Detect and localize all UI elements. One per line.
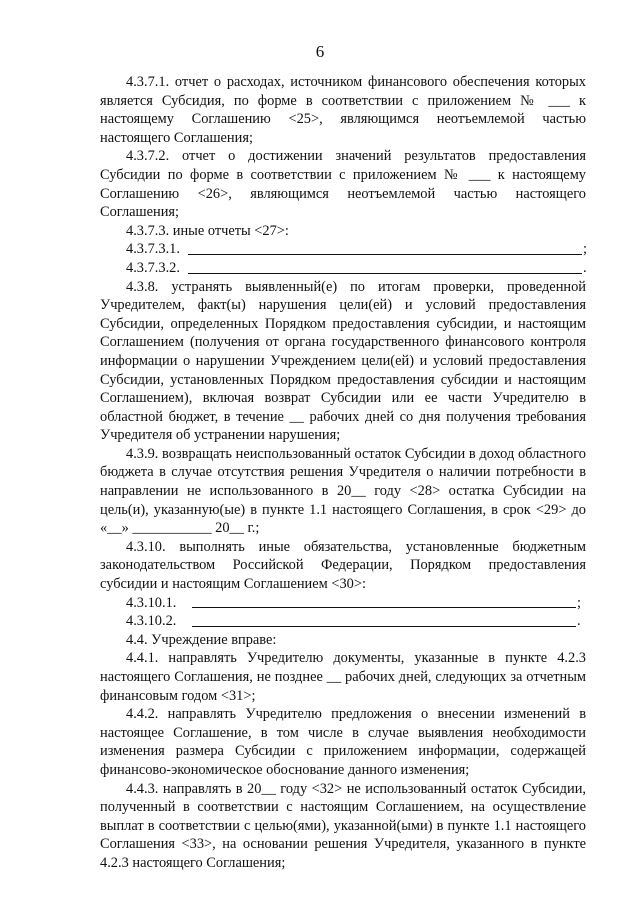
- fill-end: ;: [577, 594, 581, 611]
- clause-4-3-7-1: 4.3.7.1. отчет о расходах, источником финансового обеспечения которых является Субсидия, по форме в соответствии с приложением № ___ к настоящему Соглашению <25>, являющимся неотъемлемой частью настоящего Соглашения;: [100, 74, 586, 146]
- fill-end: .: [583, 259, 587, 276]
- clause-4-3-9: 4.3.9. возвращать неиспользованный остаток Субсидии в доход областного бюджета в случае отсутствия решения Учредителя о наличии потребности в направлении не использованного в 20__ году <28> остатка Субсидии на цель(и), указанную(ые) в пункте 1.1 настоящего Соглашения, в срок <29> до «__» ___________ 20__ г.;: [100, 445, 586, 537]
- blank-line: [188, 273, 582, 274]
- clause-4-3-7-3: 4.3.7.3. иные отчеты <27>:: [126, 222, 289, 239]
- fill-line-4-3-7-3-1: [100, 240, 586, 259]
- blank-line: [192, 607, 576, 608]
- fill-line-4-3-10-2: [100, 612, 586, 631]
- clause-4-3-8: 4.3.8. устранять выявленный(е) по итогам проверки, проведенной Учредителем, факт(ы) нарушения цели(ей) и условий предоставления Субсидии, определенных Порядком предоставления субсидии, и настоящим Соглашением (получения от органа государственного финансового контроля информации о нарушении Учреждением цели(ей) и условий предоставления Субсидии, установленных Порядком предоставления субсидии и настоящим Соглашением), включая возврат Субсидии или ее части Учредителю в областной бюджет, в течение __ рабочих дней со дня получения требования Учредителя об устранении нарушения;: [100, 278, 586, 444]
- page-number: 6: [315, 42, 325, 61]
- clause-4-4: 4.4. Учреждение вправе:: [126, 631, 277, 648]
- fill-label: 4.3.7.3.2.: [126, 259, 180, 276]
- fill-line-4-3-10-1: [100, 594, 586, 613]
- document-body: [100, 73, 586, 873]
- fill-line-4-3-7-3-2: [100, 259, 586, 278]
- clause-4-3-7-2: 4.3.7.2. отчет о достижении значений результатов предоставления Субсидии по форме в соответствии с приложением № ___ к настоящему Соглашению <26>, являющимся неотъемлемой частью настоящего Соглашения;: [100, 148, 586, 221]
- fill-label: 4.3.7.3.1.: [126, 241, 180, 258]
- fill-end: ;: [583, 241, 587, 258]
- clause-4-4-2: 4.4.2. направлять Учредителю предложения о внесении изменений в настоящее Соглашение, в том числе в случае выявления необходимости изменения размера Субсидии с приложением информации, содержащей финансово-экономическое обоснование данного изменения;: [100, 706, 586, 778]
- fill-label: 4.3.10.2.: [126, 613, 177, 630]
- clause-4-4-1: 4.4.1. направлять Учредителю документы, указанные в пункте 4.2.3 настоящего Соглашения, не позднее __ рабочих дней, следующих за отчетным финансовым годом <31>;: [100, 650, 586, 704]
- fill-end: .: [577, 613, 581, 630]
- blank-line: [188, 254, 582, 255]
- fill-label: 4.3.10.1.: [126, 594, 177, 611]
- clause-4-4-3: 4.4.3. направлять в 20__ году <32> не использованный остаток Субсидии, полученный в соответствии с настоящим Соглашением, на осуществление выплат в соответствии с целью(ями), указанной(ыми) в пункте 1.1 настоящего Соглашения <33>, на основании решения Учредителя, указанного в пункте 4.2.3 настоящего Соглашения;: [100, 780, 586, 871]
- clause-4-3-10: 4.3.10. выполнять иные обязательства, установленные бюджетным законодательством Российской Федерации, Порядком предоставления субсидии и настоящим Соглашением <30>:: [100, 538, 586, 593]
- blank-line: [192, 626, 576, 627]
